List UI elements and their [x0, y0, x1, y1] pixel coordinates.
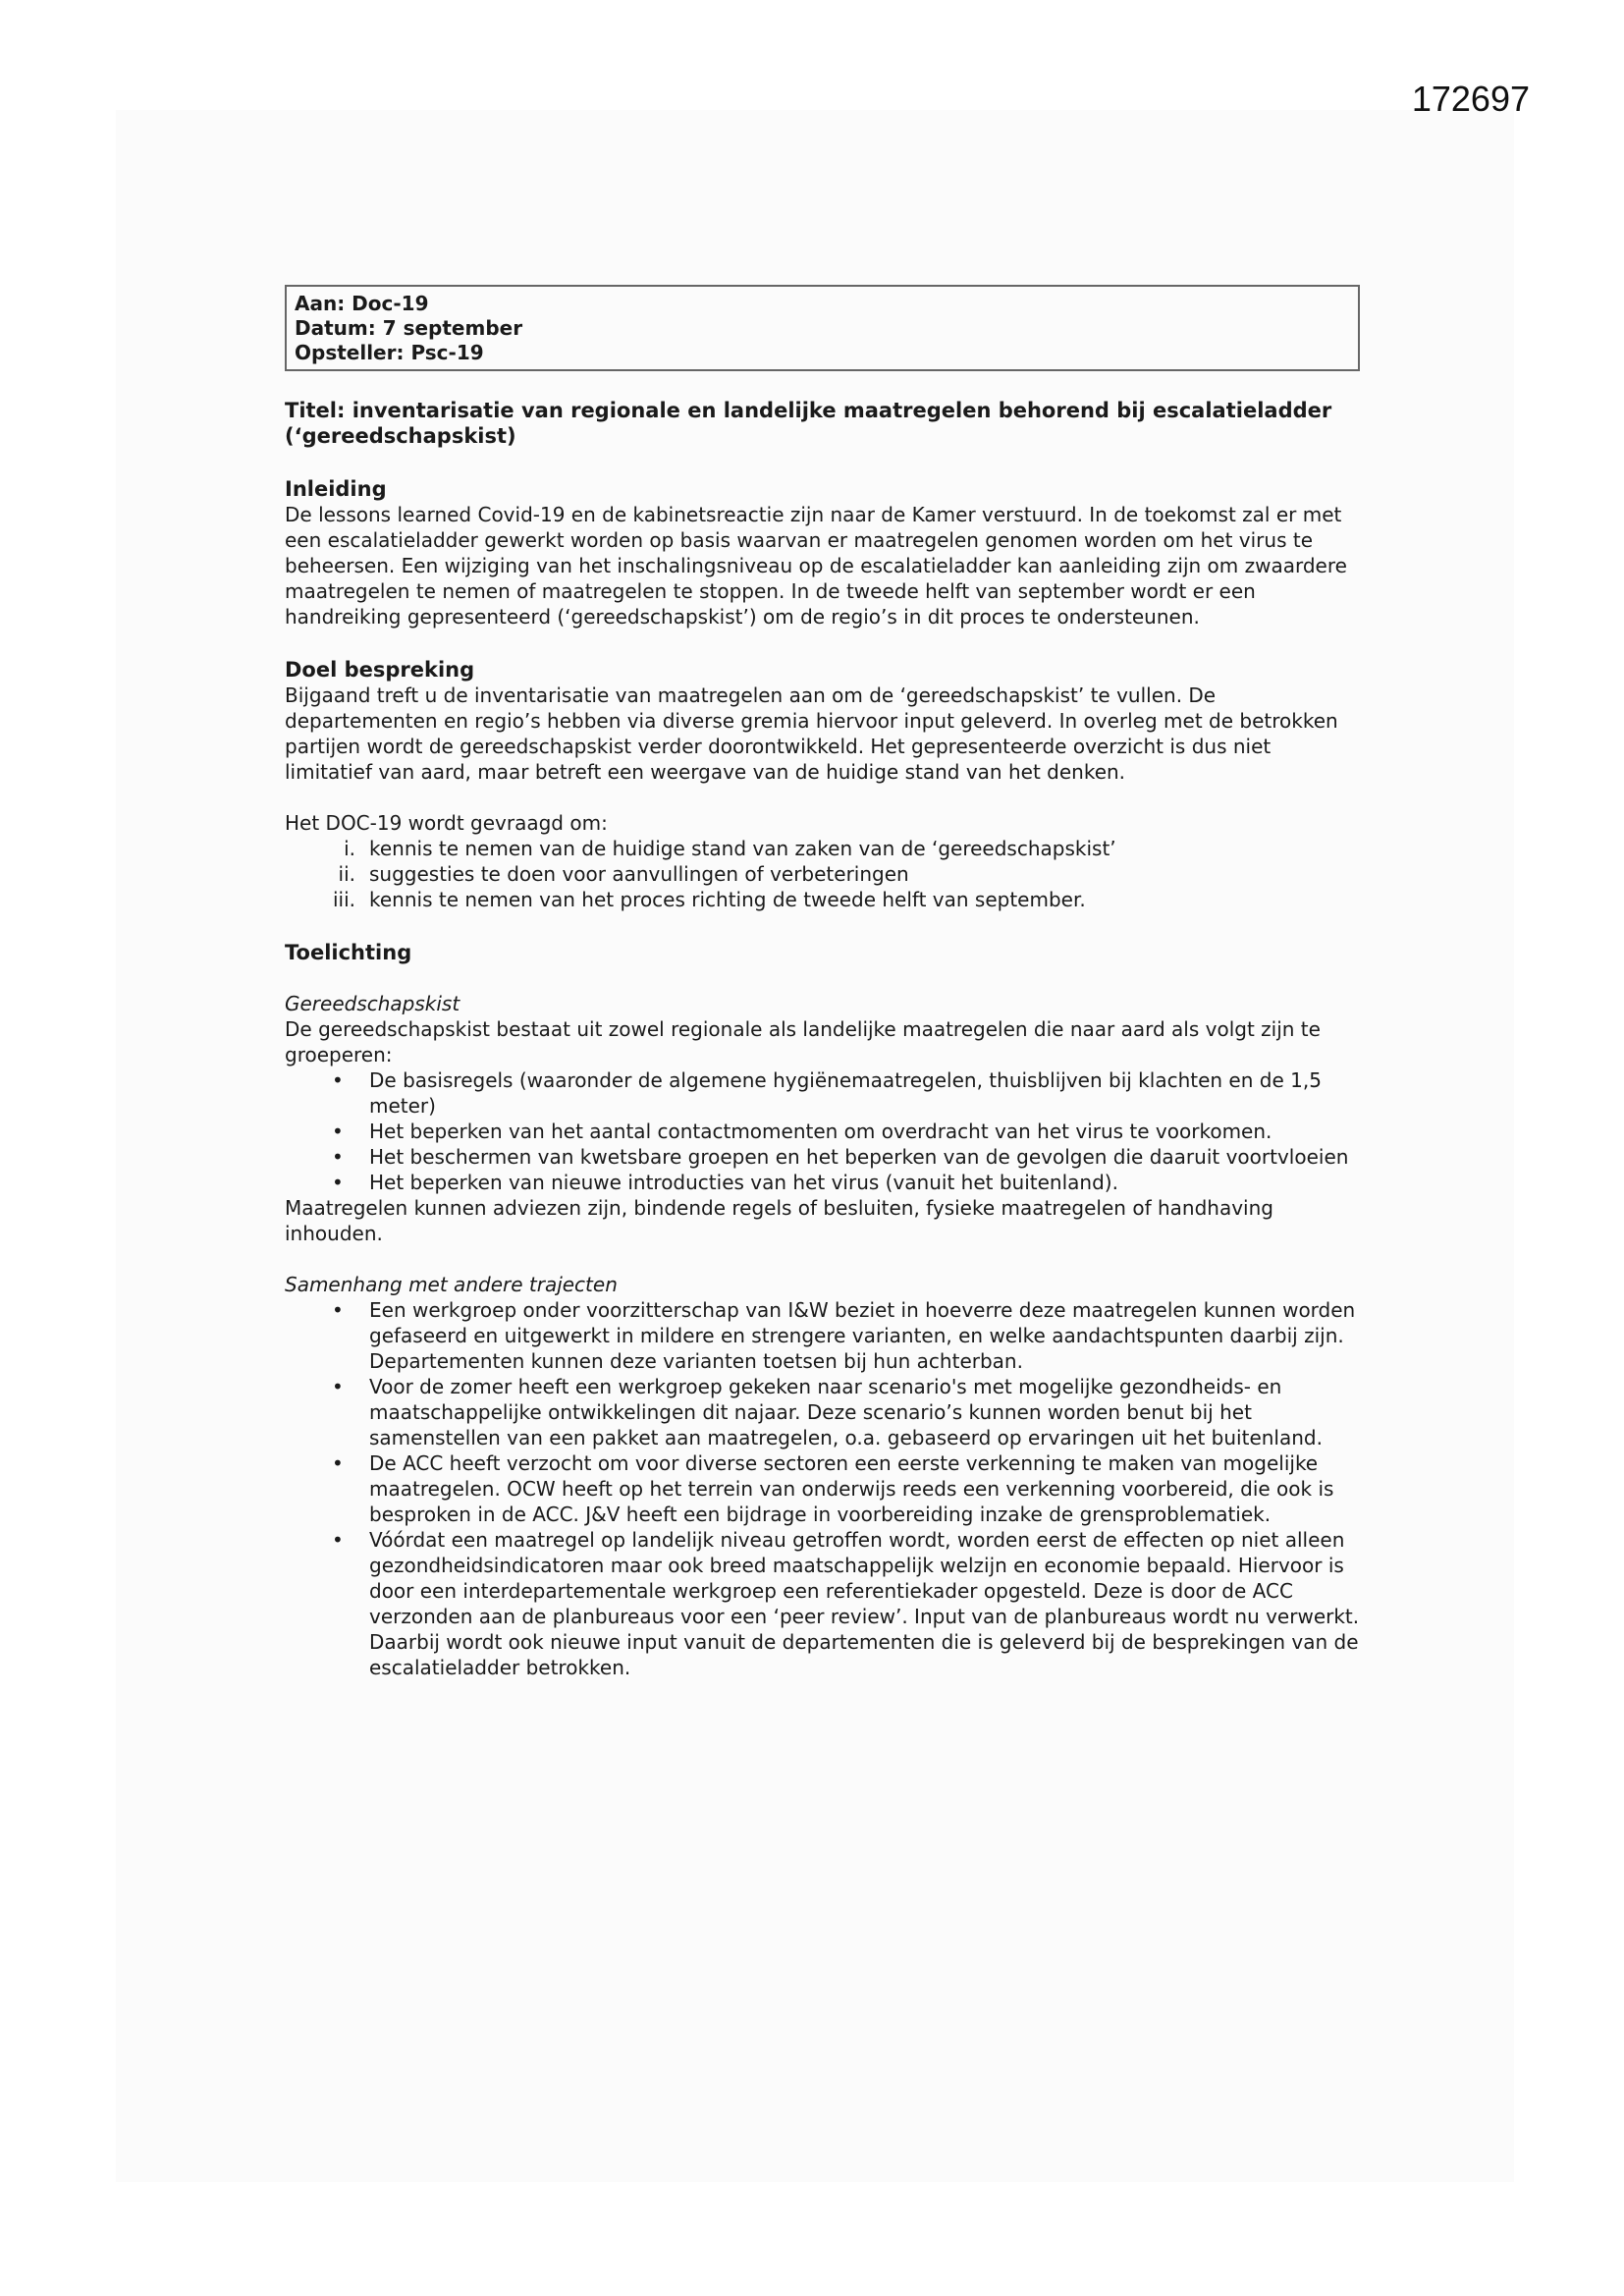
memo-date: Datum: 7 september [295, 316, 523, 340]
list-item: • Vóórdat een maatregel op landelijk niveau getroffen wordt, worden eerst de effecten op niet alleen gezondheidsindicatoren maar ook breed maatschappelijk welzijn en economie bepaald. Hiervoor is door een interdepartementale werkgroep een referentiekader opgesteld. Deze is door de ACC verzonden aan de planbureaus voor een ‘peer review’. Input van de planbureaus wordt nu verwerkt. Daarbij wordt ook nieuwe input vanuit de departementen die is geleverd bij de besprekingen van de escalatieladder betrokken. [285, 1527, 1360, 1680]
section-heading-intro: Inleiding [285, 477, 387, 501]
subheading-toolbox: Gereedschapskist [285, 992, 460, 1015]
intro-paragraph: De lessons learned Covid-19 en de kabinetsreactie zijn naar de Kamer verstuurd. In de toekomst zal er met een escalatieladder gewerkt worden op basis waarvan er maatregelen genomen worden om het virus te beheersen. Een wijziging van het inschalingsniveau op de escalatieladder kan aanleiding zijn om zwaardere maatregelen te nemen of maatregelen te stoppen. In de tweede helft van september wordt er een handreiking gepresenteerd (‘gereedschapskist’) om de regio’s in dit proces te ondersteunen. [285, 503, 1347, 629]
memo-recipient: Aan: Doc-19 [295, 292, 429, 315]
section-heading-explanation: Toelichting [285, 941, 412, 964]
list-item: • Het beperken van het aantal contactmomenten om overdracht van het virus te voorkomen. [285, 1119, 1360, 1144]
memo-header-box [285, 285, 1360, 371]
request-number: i. [344, 837, 355, 860]
coherence-bullet-list [285, 1297, 1360, 1680]
section-heading-goal: Doel bespreking [285, 658, 475, 682]
toolbox-intro: De gereedschapskist bestaat uit zowel regionale als landelijke maatregelen die naar aard als volgt zijn te groeperen: [285, 1017, 1321, 1066]
toolbox-outro: Maatregelen kunnen adviezen zijn, bindende regels of besluiten, fysieke maatregelen of handhaving inhouden. [285, 1196, 1273, 1245]
toolbox-bullet-list [285, 1067, 1360, 1195]
request-item [285, 836, 1360, 861]
request-text: kennis te nemen van het proces richting de tweede helft van september. [369, 888, 1086, 911]
list-item: • Een werkgroep onder voorzitterschap van I&W beziet in hoeverre deze maatregelen kunnen worden gefaseerd en uitgewerkt in mildere en strengere varianten, en welke aandachtspunten daarbij zijn. Departementen kunnen deze varianten toetsen bij hun achterban. [285, 1297, 1360, 1374]
list-item: • De ACC heeft verzocht om voor diverse sectoren een eerste verkenning te maken van mogelijke maatregelen. OCW heeft op het terrein van onderwijs reeds een verkenning voorbereid, die ook is besproken in de ACC. J&V heeft een bijdrage in voorbereiding inzake de grensproblematiek. [285, 1450, 1360, 1527]
request-list [285, 836, 1360, 912]
request-number: iii. [332, 888, 355, 911]
request-number: ii. [338, 862, 355, 886]
memo-author: Opsteller: Psc-19 [295, 341, 484, 364]
request-item [285, 861, 1360, 887]
list-item: • Het beschermen van kwetsbare groepen en het beperken van de gevolgen die daaruit voortvloeien [285, 1144, 1360, 1170]
list-item: • Het beperken van nieuwe introducties van het virus (vanuit het buitenland). [285, 1170, 1360, 1195]
request-text: suggesties te doen voor aanvullingen of verbeteringen [369, 862, 909, 886]
list-item: • Voor de zomer heeft een werkgroep gekeken naar scenario's met mogelijke gezondheids- en maatschappelijke ontwikkelingen dit najaar. Deze scenario’s kunnen worden benut bij het samenstellen van een pakket aan maatregelen, o.a. gebaseerd op ervaringen uit het buitenland. [285, 1374, 1360, 1450]
request-text: kennis te nemen van de huidige stand van zaken van de ‘gereedschapskist’ [369, 837, 1116, 860]
memo-title: Titel: inventarisatie van regionale en landelijke maatregelen behorend bij escalatieladder (‘gereedschapskist) [285, 399, 1332, 448]
request-intro: Het DOC-19 wordt gevraagd om: [285, 811, 608, 835]
list-item: • De basisregels (waaronder de algemene hygiënemaatregelen, thuisblijven bij klachten en de 1,5 meter) [285, 1067, 1360, 1119]
goal-paragraph: Bijgaand treft u de inventarisatie van maatregelen aan om de ‘gereedschapskist’ te vullen. De departementen en regio’s hebben via diverse gremia hiervoor input geleverd. In overleg met de betrokken partijen wordt de gereedschapskist verder doorontwikkeld. Het gepresenteerde overzicht is dus niet limitatief van aard, maar betreft een weergave van de huidige stand van het denken. [285, 683, 1338, 784]
memo-content [285, 285, 1360, 1680]
request-item [285, 887, 1360, 912]
document-number: 172697 [1411, 79, 1530, 119]
subheading-coherence: Samenhang met andere trajecten [285, 1273, 618, 1296]
